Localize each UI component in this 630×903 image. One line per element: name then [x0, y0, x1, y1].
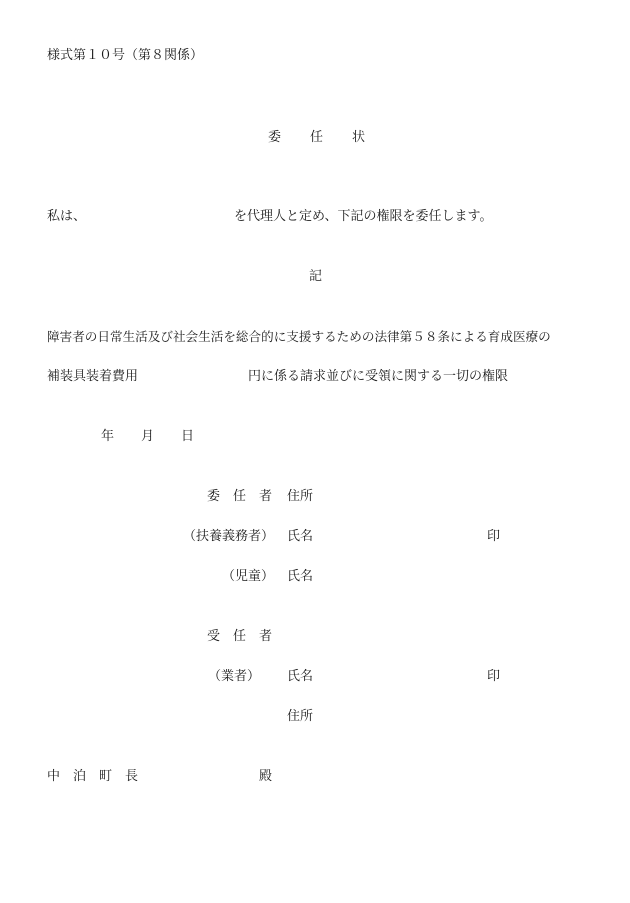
statement-prefix: 私は、 — [47, 209, 87, 224]
delegate-label: 受 任 者 — [207, 629, 273, 644]
date-day: 日 — [181, 429, 195, 444]
delegator-address-label: 住所 — [287, 489, 314, 504]
delegator-label: 委 任 者 — [207, 489, 273, 504]
guardian-label: （扶養義務者） — [183, 529, 275, 544]
date-year: 年 — [101, 429, 115, 444]
delegate-seal: 印 — [487, 669, 501, 684]
guardian-name-label: 氏名 — [287, 529, 314, 544]
form-number: 様式第１０号（第８関係） — [47, 48, 204, 63]
document-title: 委 任 状 — [268, 130, 367, 145]
recipient-honorific: 殿 — [259, 769, 273, 784]
delegate-address-label: 住所 — [287, 709, 314, 724]
scope-line-2-prefix: 補装具装着費用 — [47, 369, 139, 384]
child-label: （児童） — [222, 569, 275, 584]
delegator-seal: 印 — [487, 529, 501, 544]
scope-line-1: 障害者の日常生活及び社会生活を総合的に支援するための法律第５８条による育成医療の — [47, 329, 551, 344]
child-name-label: 氏名 — [287, 569, 314, 584]
vendor-label: （業者） — [208, 669, 261, 684]
recipient-title: 中 泊 町 長 — [47, 769, 139, 784]
statement-suffix: を代理人と定め、下記の権限を委任します。 — [234, 209, 493, 224]
vendor-name-label: 氏名 — [287, 669, 314, 684]
ki-heading: 記 — [309, 269, 323, 284]
scope-line-2-suffix: 円に係る請求並びに受領に関する一切の権限 — [248, 369, 509, 384]
date-month: 月 — [141, 429, 155, 444]
